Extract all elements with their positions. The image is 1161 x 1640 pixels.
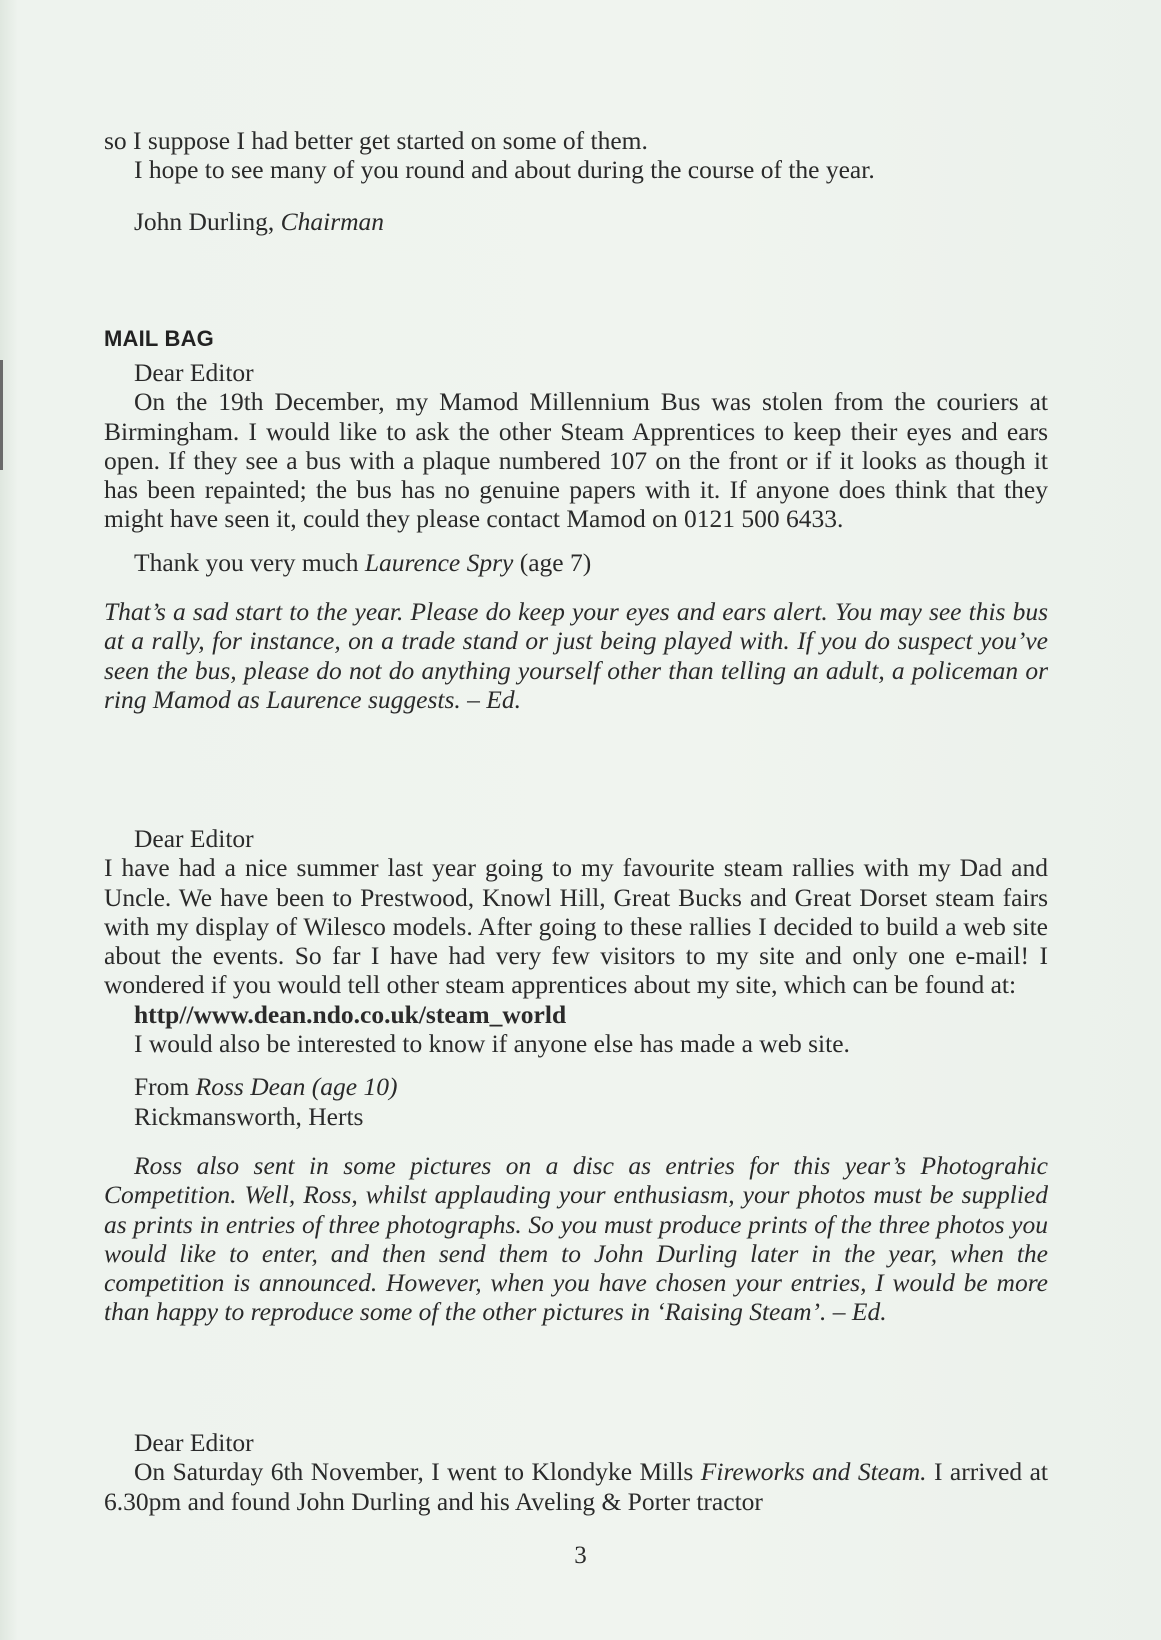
letter-2-location: Rickmansworth, Herts bbox=[134, 1101, 364, 1131]
letter-3 bbox=[104, 1428, 1048, 1516]
letter-1-body: On the 19th December, my Mamod Millennium Bus was stolen from the couriers at Birmingham. I would like to ask the other Steam Apprentices to keep their eyes and ears open. If they see a bus with a plaque numbered 107 on the front or if it looks as though it has been repainted; the bus has no genuine papers with it. If anyone does think that they might have seen it, could they please contact Mamod on 0121 500 6433. bbox=[104, 387, 1048, 534]
letter-3-body-start: On Saturday 6th November, I went to Klondyke Mills bbox=[134, 1457, 701, 1487]
mail-bag-heading: MAIL BAG bbox=[104, 326, 214, 351]
thanks-age: (age 7) bbox=[513, 547, 592, 577]
from-name: Ross Dean (age 10) bbox=[195, 1072, 398, 1102]
letter-2-signature bbox=[104, 1072, 1048, 1101]
letter-1-salutation: Dear Editor bbox=[134, 358, 254, 387]
letter-2-salutation: Dear Editor bbox=[134, 824, 254, 853]
intro-line-1: so I suppose I had better get started on some of them. bbox=[104, 126, 648, 155]
letter-2 bbox=[104, 824, 1048, 1327]
letter-1-signature bbox=[104, 548, 1048, 577]
letter-3-event-name: Fireworks and Steam. bbox=[700, 1457, 927, 1487]
letter-3-body-rest: I arrived at 6.30pm and found John Durling and his Aveling & Porter tractor bbox=[104, 1457, 1048, 1516]
thanks-name: Laurence Spry bbox=[364, 547, 514, 577]
letter-2-closing-line: I would also be interested to know if anyone else has made a web site. bbox=[134, 1029, 850, 1059]
intro-section bbox=[104, 126, 1048, 236]
letter-2-editor-reply: Ross also sent in some pictures on a disc as entries for this year’s Photograhic Competition. Well, Ross, whilst applauding your enthusiasm, your photos must be supplied as prints in entries of three photographs. So you must produce prints of the three photos you would like to enter, and then send them to John Durling later in the year, when the competition is announced. However, when you have chosen your entries, I would be more than happy to reproduce some of the other pictures in ‘Raising Steam’. – Ed. bbox=[104, 1150, 1048, 1327]
website-url: http//www.dean.ndo.co.uk/steam_world bbox=[134, 999, 567, 1029]
letter-3-salutation: Dear Editor bbox=[134, 1428, 254, 1457]
signoff-name: John Durling, bbox=[134, 206, 281, 236]
page-number: 3 bbox=[574, 1542, 587, 1569]
letter-1 bbox=[104, 358, 1048, 714]
letter-1-editor-reply: That’s a sad start to the year. Please do keep your eyes and ears alert. You may see this bus at a rally, for instance, on a trade stand or just being played with. If you do suspect you’ve seen the bus, please do not do anything yourself other than telling an adult, a policeman or ring Mamod as Laurence suggests. – Ed. bbox=[104, 597, 1048, 714]
letter-3-body bbox=[104, 1457, 1048, 1516]
chairman-signoff bbox=[104, 207, 1048, 236]
letter-2-body: I have had a nice summer last year going to my favourite steam rallies with my Dad and Uncle. We have been to Prestwood, Knowl Hill, Great Bucks and Great Dorset steam fairs with my display of Wilesco models. After going to these rallies I decided to build a web site about the events. So far I have had very few visitors to my site and only one e-mail! I wondered if you would tell other steam apprentices about my site, which can be found at: bbox=[104, 853, 1048, 1000]
binding-mark bbox=[0, 360, 3, 470]
signoff-title: Chairman bbox=[280, 206, 385, 236]
from-prefix: From bbox=[134, 1072, 196, 1102]
intro-line-2: I hope to see many of you round and about during the course of the year. bbox=[134, 155, 875, 185]
thanks-prefix: Thank you very much bbox=[134, 547, 365, 577]
